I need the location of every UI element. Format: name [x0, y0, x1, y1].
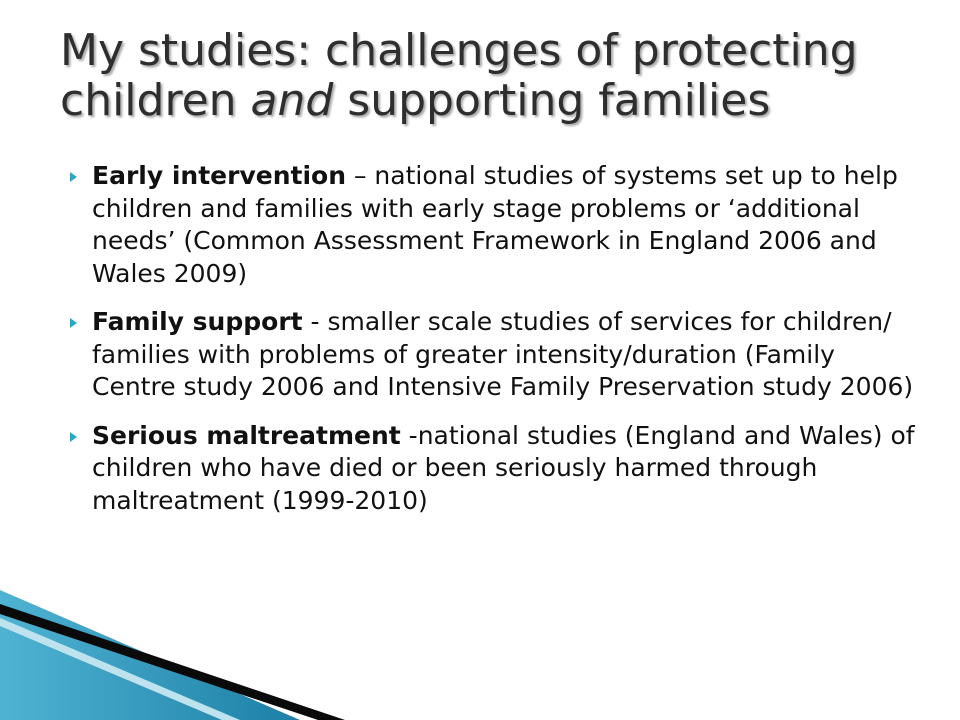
bullet-early-intervention	[70, 160, 920, 290]
title-emphasis: and	[250, 75, 334, 126]
bullet-term: Family support	[92, 307, 303, 336]
corner-swoosh-decoration	[0, 590, 960, 720]
slide-title	[60, 26, 940, 126]
bullet-separator: -	[302, 307, 328, 336]
bullet-term: Serious maltreatment	[92, 420, 401, 450]
bullet-list	[70, 160, 920, 533]
triangle-bullet-icon	[70, 432, 77, 442]
swoosh-blue-band	[0, 590, 300, 720]
title-text-part2: supporting families	[333, 75, 771, 126]
triangle-bullet-icon	[70, 318, 77, 328]
swoosh-dark-stroke	[0, 604, 345, 720]
bullet-term: Early intervention	[92, 161, 346, 190]
triangle-bullet-icon	[70, 172, 77, 182]
bullet-text: national studies (England and Wales) of children who have died or been seriously harmed through maltreatment (1999-2010)	[92, 420, 915, 515]
bullet-separator: -	[400, 420, 418, 450]
bullet-text: national studies of systems set up to help children and families with early stage problems or ‘additional needs’ (Common Assessment Framework in England 2006 and Wales 2009)	[92, 161, 898, 288]
bullet-separator: –	[346, 161, 375, 190]
bullet-serious-maltreatment	[70, 420, 920, 518]
swoosh-light-stroke	[0, 618, 240, 720]
bullet-text: smaller scale studies of services for children/ families with problems of greater intensity/duration (Family Centre study 2006 and Intensive Family Preservation study 2006)	[92, 307, 914, 401]
bullet-family-support	[70, 306, 920, 404]
title-text-part1: My studies: challenges of protecting children	[60, 25, 858, 126]
